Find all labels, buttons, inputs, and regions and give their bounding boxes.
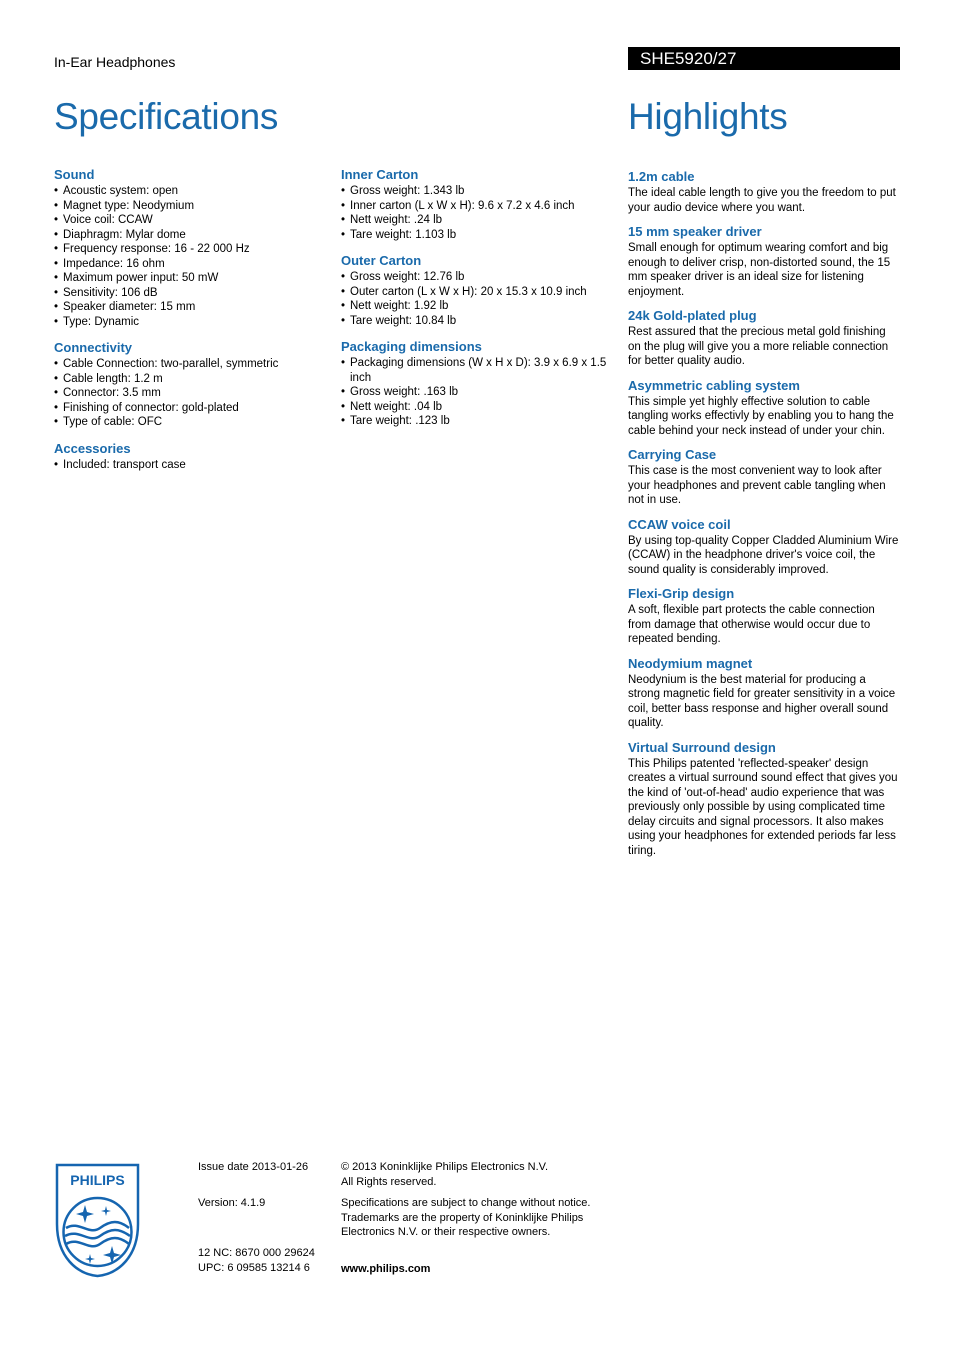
highlight-text: Neodynium is the best material for producing a strong magnetic field for greater sensitivity in a voice coil, better bass response and higher overall sound quality.: [628, 673, 896, 729]
spec-item: • Magnet type: Neodymium: [54, 199, 324, 214]
highlight-item: [628, 169, 900, 215]
spec-item: • Voice coil: CCAW: [54, 213, 324, 228]
footer-issue-info: [198, 1160, 333, 1275]
spec-item: • Packaging dimensions (W x H x D): 3.9 x 6.9 x 1.5 inch: [341, 356, 616, 385]
highlight-title: 1.2m cable: [628, 169, 695, 184]
copyright-line: © 2013 Koninklijke Philips Electronics N.V.: [341, 1161, 549, 1173]
highlight-item: [628, 740, 900, 859]
spec-item: • Diaphragm: Mylar dome: [54, 228, 324, 243]
spec-item: • Tare weight: 10.84 lb: [341, 314, 616, 329]
product-category: In-Ear Headphones: [54, 54, 176, 70]
spec-item: • Sensitivity: 106 dB: [54, 286, 324, 301]
spec-item: • Tare weight: .123 lb: [341, 414, 616, 429]
spec-list: [341, 270, 616, 328]
spec-section-title: Outer Carton: [341, 253, 422, 268]
spec-section-title: Accessories: [54, 440, 131, 456]
highlight-title: 24k Gold-plated plug: [628, 308, 757, 323]
spec-section-sound: [54, 167, 324, 329]
spec-section-title: Sound: [54, 167, 95, 182]
highlight-text: Rest assured that the precious metal gold finishing on the plug will give you a more reliable connection for better quality audio.: [628, 326, 889, 367]
spec-item: • Outer carton (L x W x H): 20 x 15.3 x 10.9 inch: [341, 285, 616, 300]
philips-shield-logo-icon: [54, 1162, 141, 1279]
specifications-title: Specifications: [54, 96, 279, 137]
spec-section-title: Packaging dimensions: [341, 339, 482, 354]
spec-item: • Nett weight: 1.92 lb: [341, 299, 616, 314]
spec-item: • Finishing of connector: gold-plated: [54, 401, 324, 416]
highlight-title: Asymmetric cabling system: [628, 377, 800, 393]
highlight-title: Carrying Case: [628, 447, 717, 462]
spec-section-title: Inner Carton: [341, 167, 419, 182]
spec-list: [341, 184, 616, 242]
model-number-bar: SHE5920/27: [628, 47, 900, 70]
highlight-text: The ideal cable length to give you the freedom to put your audio device where you want.: [628, 187, 896, 214]
spec-list: [54, 357, 324, 430]
upc-number: UPC: 6 09585 13214 6: [198, 1261, 310, 1274]
spec-item: • Type: Dynamic: [54, 315, 324, 330]
highlights-column: [628, 169, 900, 867]
spec-item: • Acoustic system: open: [54, 184, 324, 199]
spec-item: • Frequency response: 16 - 22 000 Hz: [54, 242, 324, 257]
trademark-line: Trademarks are the property of Koninklijke Philips: [341, 1211, 584, 1224]
spec-section-inner-carton: [341, 167, 616, 242]
spec-item: • Inner carton (L x W x H): 9.6 x 7.2 x 4.6 inch: [341, 199, 616, 214]
spec-item: • Speaker diameter: 15 mm: [54, 300, 324, 315]
highlight-text: Small enough for optimum wearing comfort and big enough to deliver crisp, non-distorted sound, the 15 mm speaker driver is an ideal size for listening enjoyment.: [628, 242, 891, 298]
highlight-text: By using top-quality Copper Cladded Aluminium Wire (CCAW) in the headphone driver's voice coil, the sound quality is considerably improved.: [628, 534, 899, 576]
spec-item: • Gross weight: 12.76 lb: [341, 270, 616, 285]
highlight-item: [628, 378, 900, 439]
specs-column-2: [341, 167, 616, 440]
footer-legal: [341, 1160, 601, 1276]
spec-item: • Nett weight: .04 lb: [341, 400, 616, 415]
notice-line: Specifications are subject to change without notice.: [341, 1197, 591, 1209]
highlight-text: This simple yet highly effective solution to cable tangling works effectivly by enabling you to hang the cable behind your neck instead of under your chin.: [628, 395, 894, 437]
highlight-item: [628, 308, 900, 369]
spec-section-outer-carton: [341, 253, 616, 328]
highlight-text: A soft, flexible part protects the cable connection from damage that otherwise would occur due to repeated bending.: [628, 604, 875, 645]
highlight-text: This case is the most convenient way to look after your headphones and prevent cable tangling when not in use.: [628, 465, 886, 506]
spec-list: [54, 458, 324, 473]
highlight-item: [628, 586, 900, 647]
spec-item: • Included: transport case: [54, 458, 324, 473]
website-link[interactable]: www.philips.com: [341, 1262, 431, 1275]
spec-item: • Nett weight: .24 lb: [341, 213, 616, 228]
specs-column-1: [54, 167, 324, 483]
highlight-item: [628, 447, 900, 508]
highlights-title: Highlights: [628, 96, 788, 137]
spec-list: [54, 184, 324, 329]
spec-item: • Connector: 3.5 mm: [54, 386, 324, 401]
spec-item: • Cable length: 1.2 m: [54, 372, 324, 387]
rights-line: All Rights reserved.: [341, 1175, 437, 1188]
nc-number: 12 NC: 8670 000 29624: [198, 1247, 315, 1259]
spec-item: • Impedance: 16 ohm: [54, 257, 324, 272]
trademark-owner-line: Electronics N.V. or their respective owners.: [341, 1226, 551, 1238]
highlight-title: CCAW voice coil: [628, 516, 731, 532]
issue-date: Issue date 2013-01-26: [198, 1161, 309, 1173]
highlight-item: [628, 656, 900, 731]
spec-item: • Cable Connection: two-parallel, symmetric: [54, 357, 324, 372]
spec-item: • Tare weight: 1.103 lb: [341, 228, 616, 243]
spec-list: [341, 356, 616, 429]
spec-section-title: Connectivity: [54, 340, 133, 355]
highlight-title: Neodymium magnet: [628, 655, 753, 671]
spec-item: • Gross weight: .163 lb: [341, 385, 616, 400]
highlight-item: [628, 517, 900, 578]
highlight-title: Virtual Surround design: [628, 739, 776, 755]
highlight-text: This Philips patented 'reflected-speaker' design creates a virtual surround sound effect that gives you the kind of 'out-of-head' audio experience that was previously only possible by using complicated time delay circuits and signal processors. It also makes using your headphones for extended periods far less tiring.: [628, 757, 898, 857]
spec-item: • Maximum power input: 50 mW: [54, 271, 324, 286]
highlight-item: [628, 224, 900, 299]
version: Version: 4.1.9: [198, 1196, 266, 1209]
spec-item: • Gross weight: 1.343 lb: [341, 184, 616, 199]
spec-section-connectivity: [54, 340, 324, 430]
logo-wordmark: PHILIPS: [70, 1172, 125, 1188]
spec-section-packaging: [341, 339, 616, 429]
highlight-title: 15 mm speaker driver: [628, 224, 762, 239]
spec-section-accessories: [54, 441, 324, 473]
spec-item: • Type of cable: OFC: [54, 415, 324, 430]
highlight-title: Flexi-Grip design: [628, 586, 735, 601]
